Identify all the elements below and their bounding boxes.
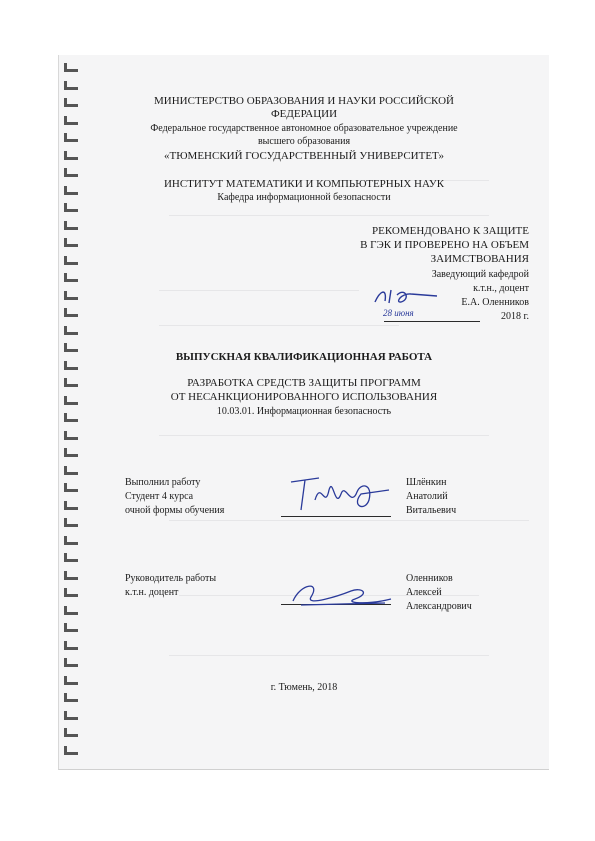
- work-type-title: ВЫПУСКНАЯ КВАЛИФИКАЦИОННАЯ РАБОТА: [175, 351, 433, 363]
- university-name: «ТЮМЕНСКИЙ ГОСУДАРСТВЕННЫЙ УНИВЕРСИТЕТ»: [164, 150, 444, 162]
- supervisor-label-2: к.т.н. доцент: [125, 587, 179, 598]
- author-label-2: Студент 4 курса: [125, 491, 194, 502]
- department-name: Кафедра информационной безопасности: [217, 192, 391, 203]
- city-year: г. Тюмень, 2018: [270, 682, 338, 693]
- approval-degree: к.т.н., доцент: [473, 283, 529, 294]
- binding-ring: [64, 536, 78, 545]
- show-through-line: [169, 520, 529, 521]
- show-through-line: [159, 435, 489, 436]
- binding-ring: [64, 711, 78, 720]
- author-label-3: очной формы обучения: [125, 505, 225, 516]
- approval-line-2: В ГЭК И ПРОВЕРЕНО НА ОБЪЕМ: [360, 239, 529, 251]
- ministry-line-1: МИНИСТЕРСТВО ОБРАЗОВАНИЯ И НАУКИ РОССИЙСКОЙ: [154, 95, 454, 107]
- show-through-line: [169, 215, 489, 216]
- binding-ring: [64, 343, 78, 352]
- supervisor-surname: Оленников: [406, 573, 453, 584]
- show-through-line: [159, 290, 359, 291]
- binding-ring: [64, 413, 78, 422]
- binding-ring: [64, 221, 78, 230]
- show-through-line: [169, 655, 489, 656]
- binding-ring: [64, 63, 78, 72]
- binding-ring: [64, 483, 78, 492]
- binding-ring: [64, 81, 78, 90]
- binding-ring: [64, 676, 78, 685]
- binding-ring: [64, 623, 78, 632]
- author-signature-image: [281, 470, 396, 518]
- supervisor-label-1: Руководитель работы: [125, 573, 217, 584]
- binding-ring: [64, 238, 78, 247]
- binding-ring: [64, 256, 78, 265]
- binding-ring: [64, 168, 78, 177]
- binding-ring: [64, 448, 78, 457]
- author-label-1: Выполнил работу: [125, 477, 201, 488]
- show-through-line: [159, 325, 399, 326]
- spiral-binding: [58, 55, 78, 769]
- binding-ring: [64, 518, 78, 527]
- binding-ring: [64, 553, 78, 562]
- approval-handwritten-date: 28 июня: [383, 308, 414, 318]
- approval-year: 2018 г.: [501, 311, 529, 322]
- binding-ring: [64, 606, 78, 615]
- date-underline: [384, 321, 480, 322]
- binding-ring: [64, 571, 78, 580]
- topic-line-1: РАЗРАБОТКА СРЕДСТВ ЗАЩИТЫ ПРОГРАММ: [187, 377, 421, 389]
- binding-ring: [64, 151, 78, 160]
- binding-ring: [64, 658, 78, 667]
- specialty: 10.03.01. Информационная безопасность: [216, 406, 392, 417]
- binding-ring: [64, 588, 78, 597]
- binding-ring: [64, 746, 78, 755]
- approval-line-1: РЕКОМЕНДОВАНО К ЗАЩИТЕ: [372, 225, 529, 237]
- institution-line-2: высшего образования: [257, 136, 351, 147]
- binding-ring: [64, 326, 78, 335]
- binding-ring: [64, 291, 78, 300]
- document-page: [58, 55, 549, 770]
- ministry-line-2: ФЕДЕРАЦИИ: [270, 108, 338, 120]
- supervisor-signature-image: [281, 577, 396, 611]
- author-surname: Шлёнкин: [406, 477, 447, 488]
- binding-ring: [64, 501, 78, 510]
- topic-line-2: ОТ НЕСАНКЦИОНИРОВАННОГО ИСПОЛЬЗОВАНИЯ: [170, 391, 438, 403]
- binding-ring: [64, 186, 78, 195]
- binding-ring: [64, 466, 78, 475]
- binding-ring: [64, 133, 78, 142]
- head-signature-image: [371, 285, 441, 307]
- institution-line-1: Федеральное государственное автономное образовательное учреждение: [150, 123, 458, 134]
- binding-ring: [64, 116, 78, 125]
- binding-ring: [64, 693, 78, 702]
- approval-name: Е.А. Оленников: [461, 297, 529, 308]
- binding-ring: [64, 431, 78, 440]
- binding-ring: [64, 641, 78, 650]
- binding-ring: [64, 273, 78, 282]
- binding-ring: [64, 308, 78, 317]
- binding-ring: [64, 203, 78, 212]
- binding-ring: [64, 728, 78, 737]
- approval-role: Заведующий кафедрой: [431, 269, 529, 280]
- author-first-name: Анатолий: [406, 491, 448, 502]
- author-patronymic: Витальевич: [406, 505, 457, 516]
- supervisor-patronymic: Александрович: [406, 601, 472, 612]
- binding-ring: [64, 361, 78, 370]
- approval-line-3: ЗАИМСТВОВАНИЯ: [430, 253, 529, 265]
- binding-ring: [64, 396, 78, 405]
- binding-ring: [64, 98, 78, 107]
- binding-ring: [64, 378, 78, 387]
- institute-name: ИНСТИТУТ МАТЕМАТИКИ И КОМПЬЮТЕРНЫХ НАУК: [163, 178, 445, 190]
- supervisor-first-name: Алексей: [406, 587, 442, 598]
